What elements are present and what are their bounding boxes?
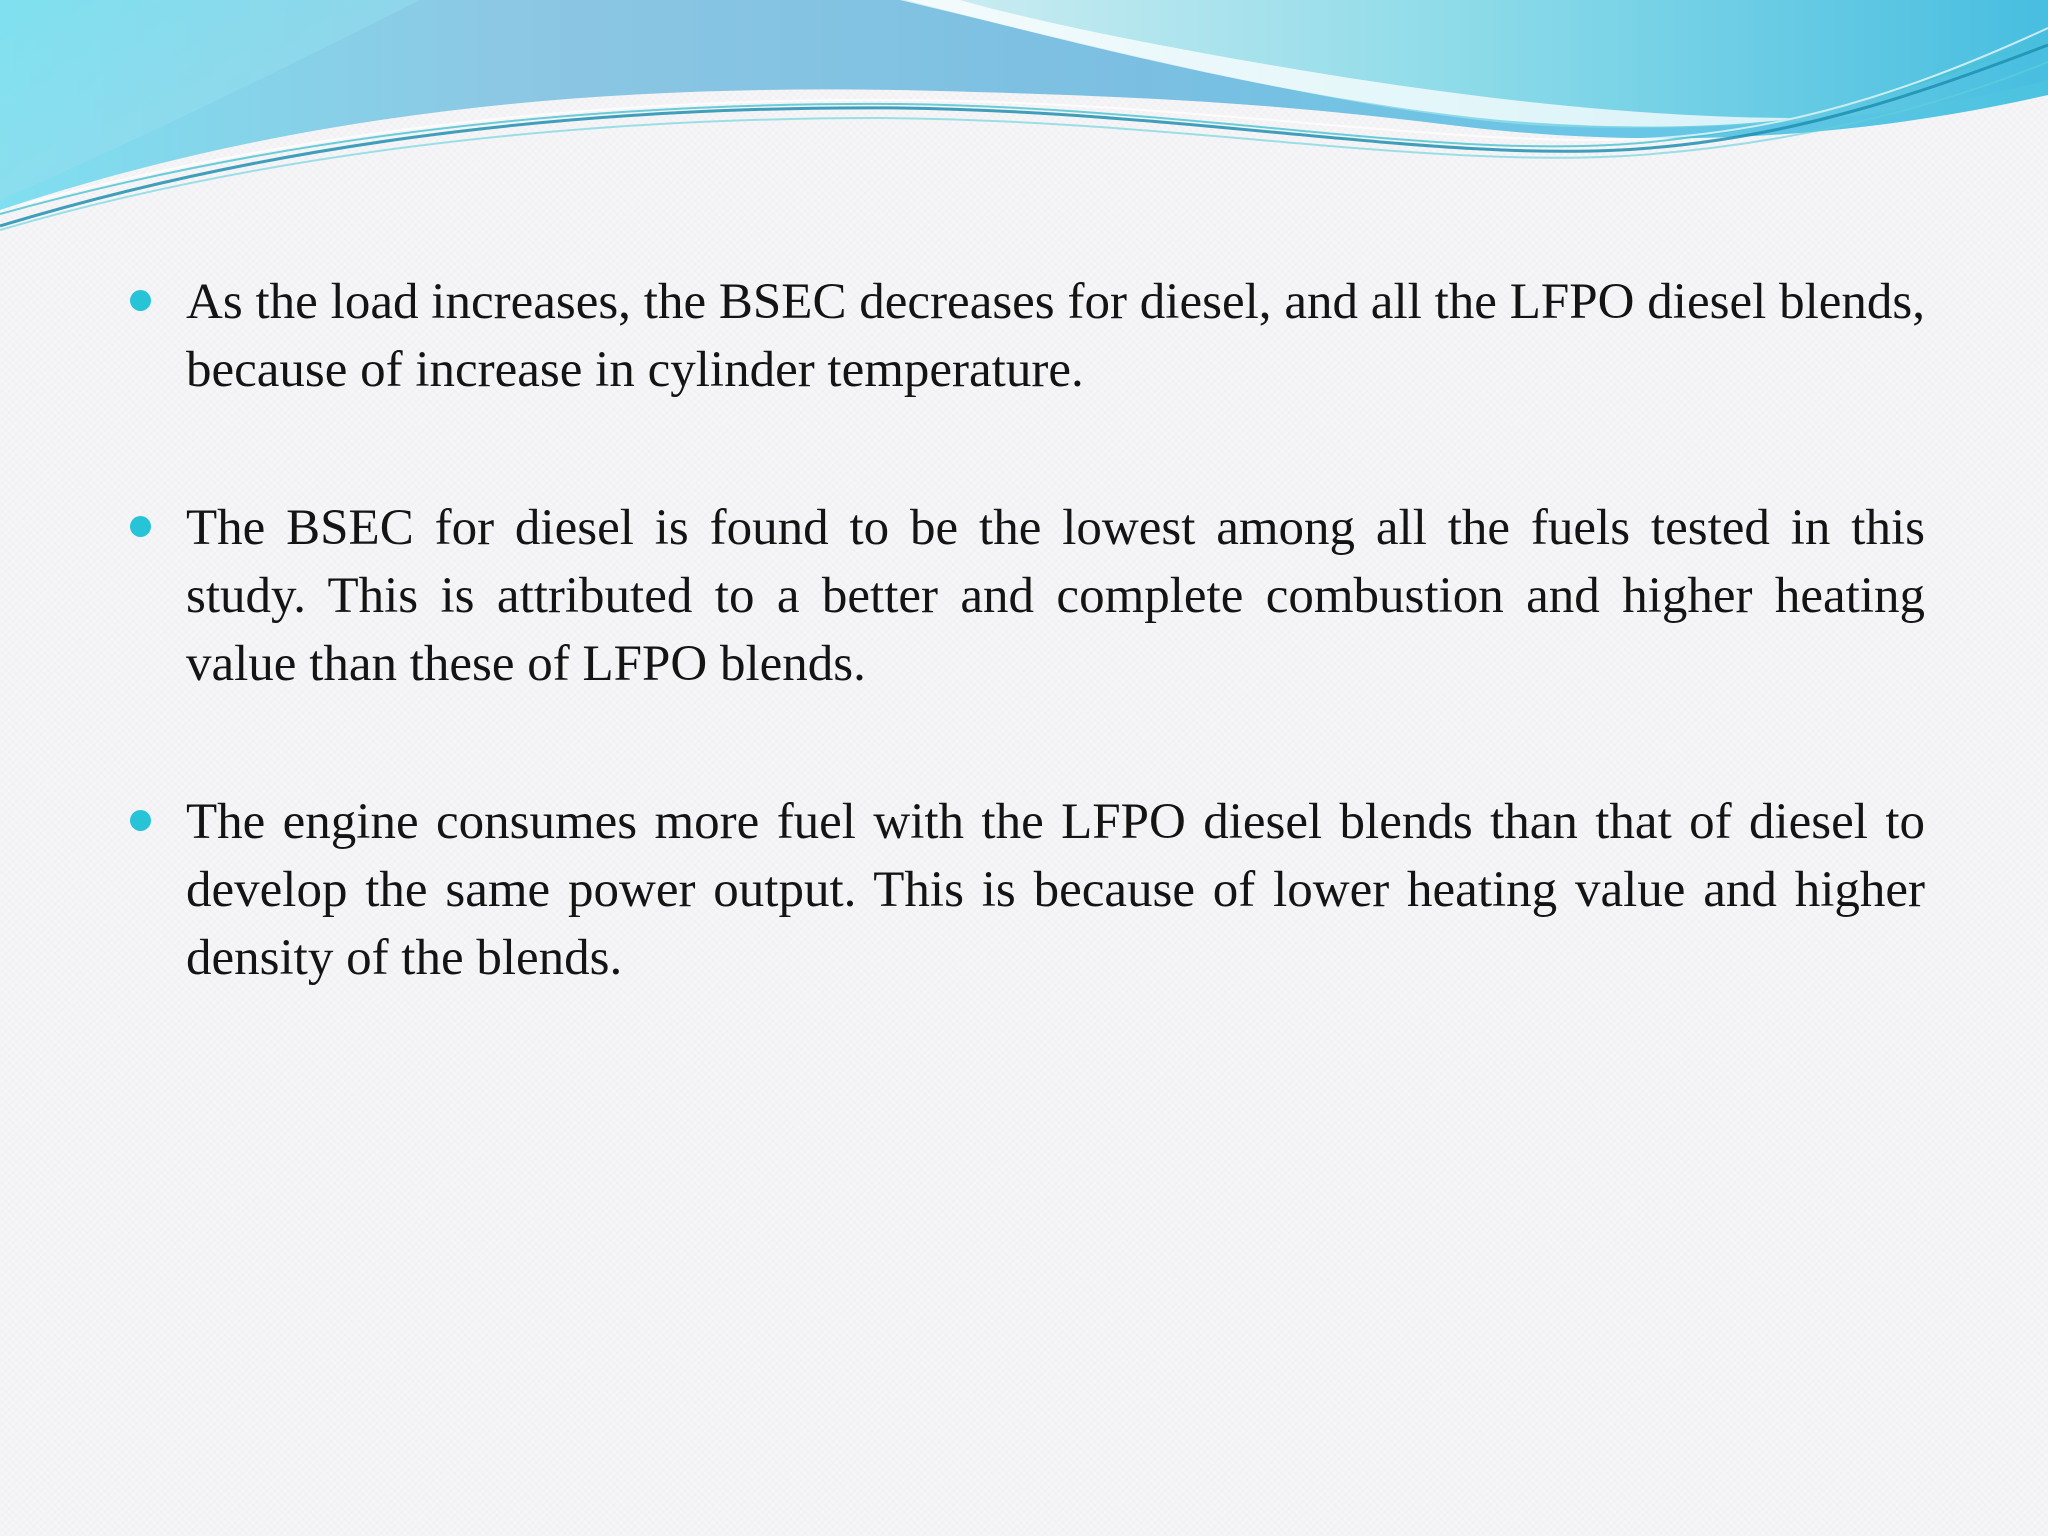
bullet-item-lowest-bsec — [130, 494, 1925, 698]
decorative-wave-header — [0, 0, 2048, 240]
bullet-item-fuel-consumption — [130, 788, 1925, 992]
bullet-item-load-bsec — [130, 268, 1925, 404]
bullet-text: The BSEC for diesel is found to be the lowest among all the fuels tested in this study. This is attributed to a better and complete combustion and higher heating value than these of LFPO blends. — [186, 500, 1925, 692]
bullet-dot-icon — [130, 810, 151, 831]
bullet-dot-icon — [130, 516, 151, 537]
bullet-text: As the load increases, the BSEC decreases for diesel, and all the LFPO diesel blends, because of increase in cylinder temperature. — [186, 274, 1925, 398]
bullet-list — [130, 268, 1925, 1082]
bullet-text: The engine consumes more fuel with the LFPO diesel blends than that of diesel to develop the same power output. This is because of lower heating value and higher density of the blends. — [186, 794, 1925, 986]
bullet-dot-icon — [130, 290, 151, 311]
